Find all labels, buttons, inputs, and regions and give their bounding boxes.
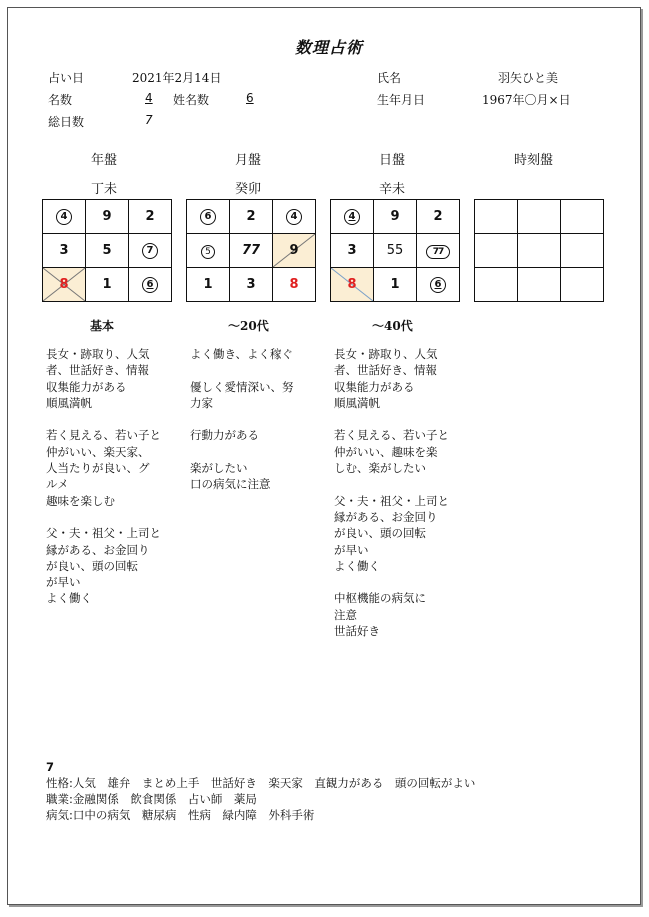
footer-personality: 性格:人気 雄弁 まとめ上手 世話好き 楽天家 直観力がある 頭の回転がよい	[46, 776, 476, 790]
board-cell: 6	[129, 268, 172, 302]
surname-number-label: 姓名数	[173, 93, 210, 107]
board-cell-crossed: 8	[43, 268, 86, 302]
zodiac-day: 辛未	[379, 182, 406, 197]
month-board	[186, 199, 316, 302]
section-notes-40s: 長女・跡取り、人気 者、世話好き、情報 収集能力がある 順風満帆 若く見える、若い子と 仲がいい、趣味を楽 しむ、楽がしたい 父・夫・祖父・上司と 縁がある、お金回り が良い、頭の回転 が早い よく働く 中枢機能の病気に 注意 世話好き	[334, 347, 449, 639]
board-cell	[475, 200, 518, 234]
board-cell	[518, 234, 561, 268]
total-days-label: 総日数	[48, 115, 85, 129]
board-cell: 4	[331, 200, 374, 234]
zodiac-year: 丁未	[91, 182, 118, 197]
board-cell: 1	[86, 268, 129, 302]
board-cell: 3	[230, 268, 273, 302]
board-cell	[518, 200, 561, 234]
birth-date-value: 1967年〇月×日	[482, 93, 571, 107]
given-number-value: 4	[145, 91, 153, 105]
board-cell: 2	[417, 200, 460, 234]
surname-number-value: 6	[246, 91, 254, 105]
year-board	[42, 199, 172, 302]
board-cell: 9	[374, 200, 417, 234]
document-page	[7, 7, 641, 905]
footer-career: 職業:金融関係 飲食関係 占い師 薬局	[46, 792, 257, 806]
board-cell: 6	[187, 200, 230, 234]
board-header-hour: 時刻盤	[514, 153, 554, 168]
board-cell: 3	[331, 234, 374, 268]
board-cell: 7	[129, 234, 172, 268]
board-header-month: 月盤	[235, 153, 262, 168]
board-cell: 2	[129, 200, 172, 234]
board-cell: 77	[417, 234, 460, 268]
board-cell-crossed: 8	[331, 268, 374, 302]
board-cell: 4	[43, 200, 86, 234]
board-cell: 6	[417, 268, 460, 302]
section-label-basic: 基本	[90, 319, 115, 333]
name-label: 氏名	[377, 71, 402, 85]
board-cell: 5	[187, 234, 230, 268]
board-cell: 1	[187, 268, 230, 302]
board-cell: 9	[86, 200, 129, 234]
section-label-20s: 〜20代	[228, 319, 269, 333]
board-cell	[561, 268, 604, 302]
birth-date-label: 生年月日	[377, 93, 426, 107]
board-cell: 4	[273, 200, 316, 234]
board-cell	[561, 200, 604, 234]
total-days-value: 7	[145, 113, 153, 127]
board-cell: 2	[230, 200, 273, 234]
zodiac-month: 癸卯	[235, 182, 262, 197]
fortune-date-value: 2021年2月14日	[132, 71, 222, 85]
given-number-label: 名数	[48, 93, 73, 107]
board-header-year: 年盤	[91, 153, 118, 168]
footer-illness: 病気:口中の病気 糖尿病 性病 緑内障 外科手術	[46, 808, 315, 822]
section-notes-20s: よく働き、よく稼ぐ 優しく愛情深い、努 力家 行動力がある 楽がしたい 口の病気に注意	[190, 347, 294, 492]
board-cell	[475, 268, 518, 302]
board-cell: 8	[273, 268, 316, 302]
day-board	[330, 199, 460, 302]
board-cell	[561, 234, 604, 268]
section-notes-basic: 長女・跡取り、人気 者、世話好き、情報 収集能力がある 順風満帆 若く見える、若い子と 仲がいい、楽天家、 人当たりが良い、グ ルメ 趣味を楽しむ 父・夫・祖父・上司と 縁がある、お金回り が良い、頭の回転 が早い よく働く	[46, 347, 161, 606]
board-cell: 3	[43, 234, 86, 268]
fortune-date-label: 占い日	[48, 71, 85, 85]
hour-board	[474, 199, 604, 302]
board-header-day: 日盤	[379, 153, 406, 168]
footer-number: 7	[46, 760, 55, 774]
name-value: 羽矢ひと美	[498, 71, 559, 85]
board-cell	[518, 268, 561, 302]
board-cell: 55	[374, 234, 417, 268]
document-title: 数理占術	[295, 38, 364, 57]
board-cell: 5	[86, 234, 129, 268]
board-cell: 1	[374, 268, 417, 302]
board-cell-crossed: 9	[273, 234, 316, 268]
board-cell	[475, 234, 518, 268]
section-label-40s: 〜40代	[372, 319, 413, 333]
board-cell: 77	[230, 234, 273, 268]
